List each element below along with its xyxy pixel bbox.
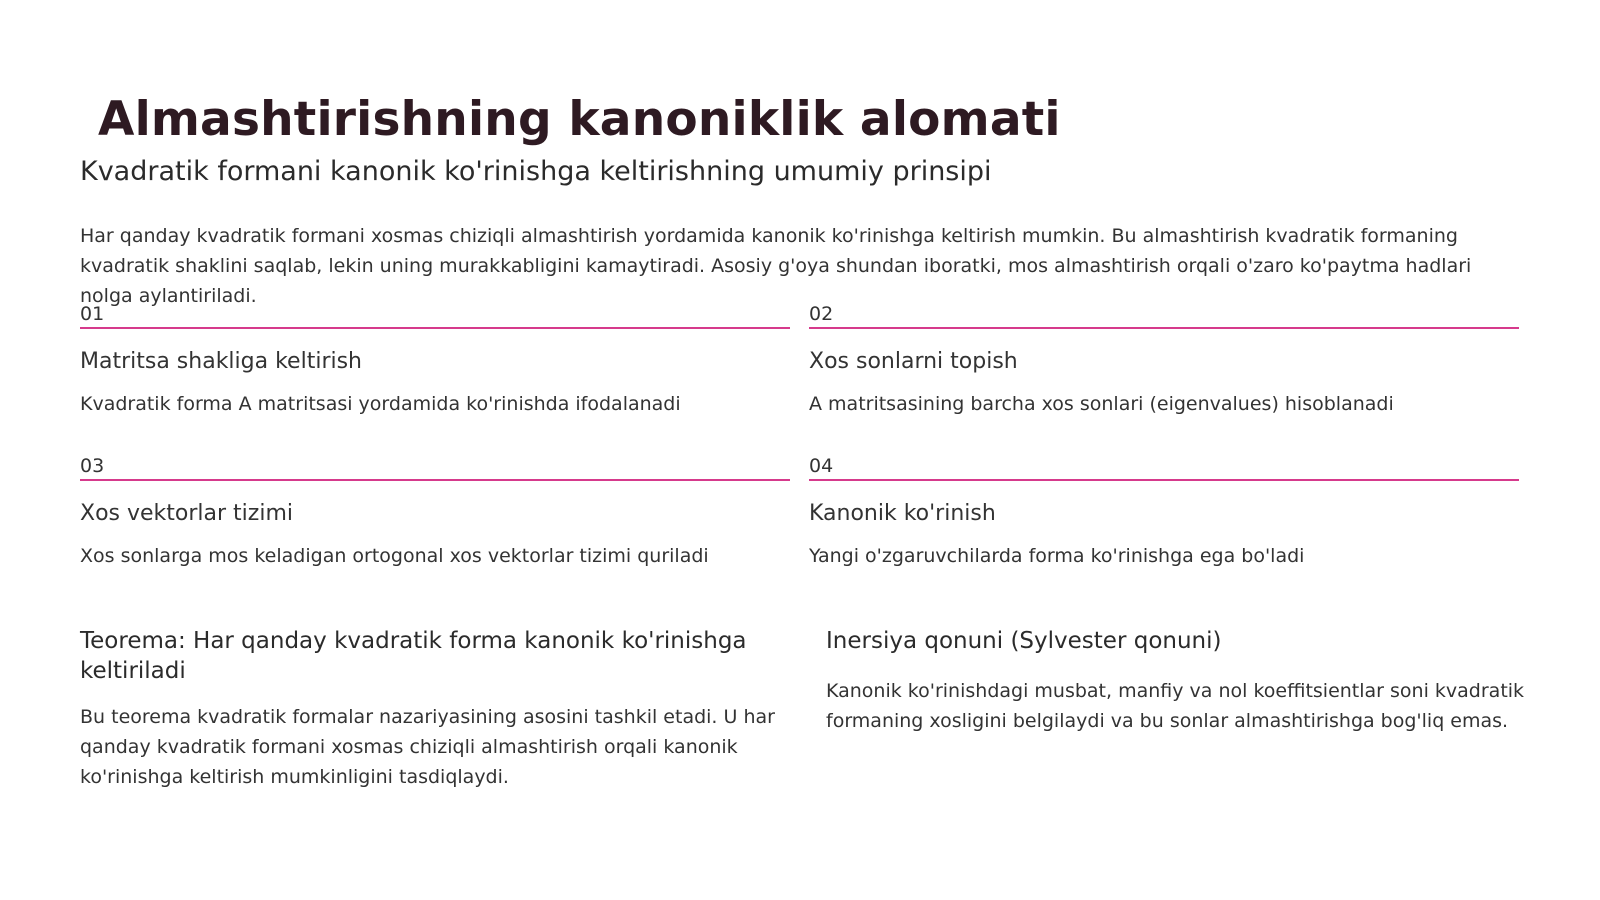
step-title: Xos vektorlar tizimi <box>80 501 293 526</box>
inertia-law-text: Kanonik ko'rinishdagi musbat, manfiy va nol koeffitsientlar soni kvadratik formaning xosligini belgilaydi va bu sonlar almashtirishga bog'liq emas. <box>826 680 1525 732</box>
step-card-4 <box>809 455 1519 569</box>
step-number: 03 <box>80 455 105 477</box>
step-card-1 <box>80 303 790 417</box>
step-description: Kvadratik forma A matritsasi yordamida ko'rinishda ifodalanadi <box>80 393 681 415</box>
step-card-3 <box>80 455 790 569</box>
step-card-2 <box>809 303 1519 417</box>
step-title: Matritsa shakliga keltirish <box>80 349 363 374</box>
step-divider <box>80 479 790 481</box>
intro-paragraph: Har qanday kvadratik formani xosmas chiziqli almashtirish yordamida kanonik ko'rinishga keltirish mumkin. Bu almashtirish kvadratik formaning kvadratik shaklini saqlab, lekin uning murakkabligini kamaytiradi. Asosiy g'oya shundan iboratki, mos almashtirish orqali o'zaro ko'paytma hadlari nolga aylantiriladi. <box>80 225 1472 307</box>
step-title: Kanonik ko'rinish <box>809 501 996 526</box>
theorem-title: Teorema: Har qanday kvadratik forma kanonik ko'rinishga keltiriladi <box>80 628 747 684</box>
step-divider <box>809 479 1519 481</box>
step-number: 04 <box>809 455 834 477</box>
theorem-block <box>80 626 780 792</box>
theorem-text: Bu teorema kvadratik formalar nazariyasining asosini tashkil etadi. U har qanday kvadratik formani xosmas chiziqli almashtirish orqali kanonik ko'rinishga keltirish mumkinligini tasdiqlaydi. <box>80 706 775 788</box>
inertia-law-block <box>826 626 1526 736</box>
step-title: Xos sonlarni topish <box>809 349 1018 374</box>
step-description: A matritsasining barcha xos sonlari (eigenvalues) hisoblanadi <box>809 393 1394 415</box>
step-number: 01 <box>80 303 105 325</box>
step-divider <box>809 327 1519 329</box>
step-number: 02 <box>809 303 834 325</box>
step-divider <box>80 327 790 329</box>
inertia-law-title: Inersiya qonuni (Sylvester qonuni) <box>826 628 1222 654</box>
page-subtitle: Kvadratik formani kanonik ko'rinishga keltirishning umumiy prinsipi <box>80 156 992 187</box>
page-title: Almashtirishning kanoniklik alomati <box>98 92 1061 147</box>
step-description: Yangi o'zgaruvchilarda forma ko'rinishga ega bo'ladi <box>809 545 1305 567</box>
step-description: Xos sonlarga mos keladigan ortogonal xos vektorlar tizimi quriladi <box>80 545 709 567</box>
